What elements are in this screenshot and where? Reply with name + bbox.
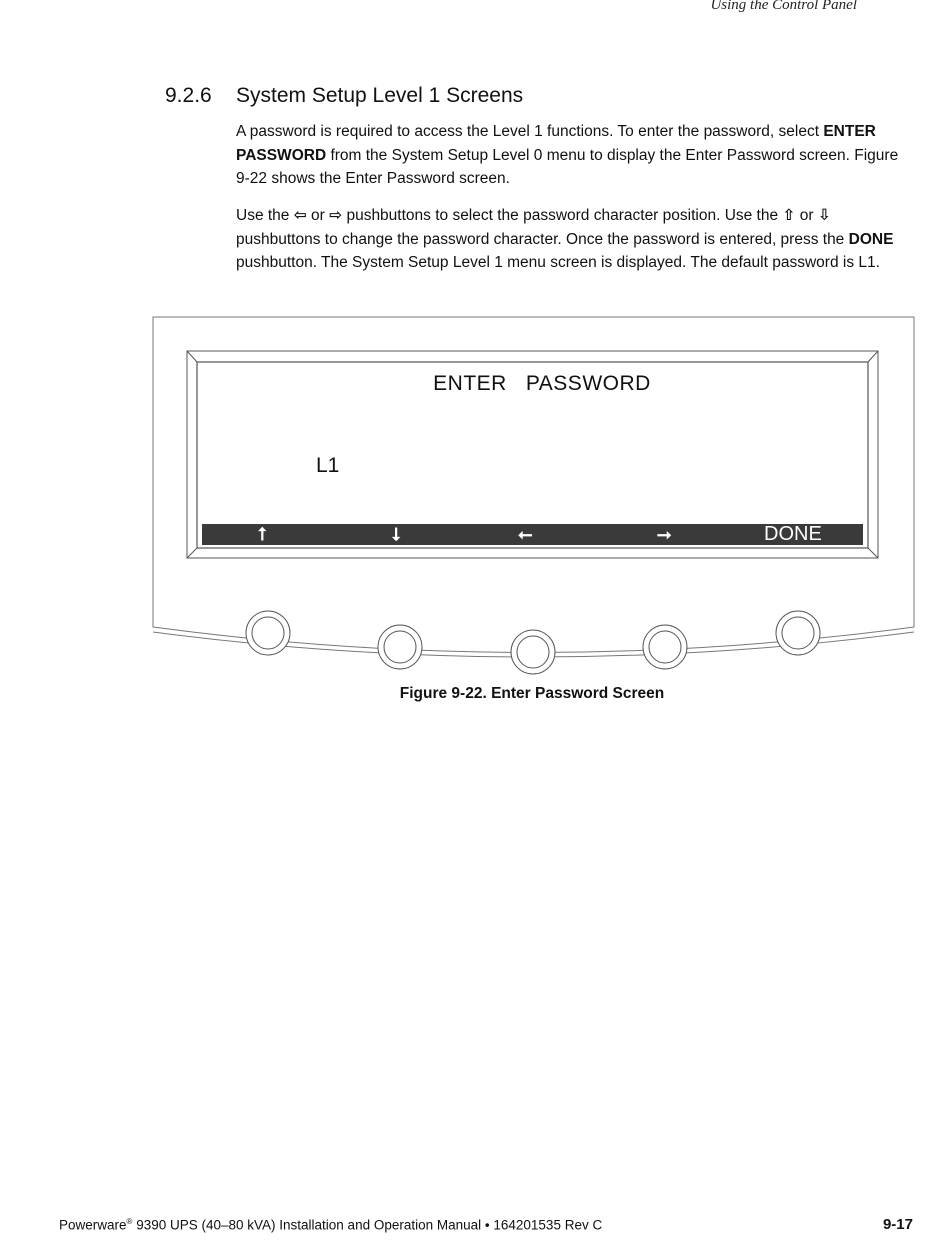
- right-arrow-icon: ⇨: [329, 206, 343, 224]
- paragraph-instructions: [236, 204, 904, 275]
- enter-password-term: ENTER PASSWORD: [236, 123, 876, 164]
- paragraph-text: Use the: [236, 207, 294, 224]
- password-value: L1: [316, 454, 340, 477]
- paragraph-text: A password is required to access the Level 1 functions. To enter the password, select: [236, 123, 824, 140]
- softkey-bar: [202, 524, 863, 545]
- paragraph-text: or: [795, 207, 818, 224]
- left-arrow-icon: ⇦: [293, 206, 307, 224]
- up-arrow-icon: ⇧: [782, 206, 796, 224]
- up-arrow-icon[interactable]: ⭡: [258, 524, 267, 545]
- paragraph-text: or: [306, 207, 330, 224]
- control-panel-figure: [152, 316, 915, 676]
- section-heading: [165, 84, 523, 108]
- paragraph-text: pushbutton. The System Setup Level 1 menu screen is displayed. The default password is L1.: [236, 254, 880, 271]
- right-arrow-icon[interactable]: ⭢: [657, 524, 672, 545]
- footer-manual-info: [59, 1217, 602, 1233]
- footer-brand: Powerware: [59, 1217, 127, 1233]
- done-softkey[interactable]: DONE: [764, 523, 822, 545]
- down-arrow-icon: ⇩: [817, 206, 831, 224]
- paragraph-text: pushbuttons to change the password character. Once the password is entered, press the: [236, 230, 849, 248]
- paragraph-text: from the System Setup Level 0 menu to display the Enter Password screen. Figure 9-22 shows the Enter Password screen.: [236, 146, 899, 187]
- paragraph-text: pushbuttons to select the password character position. Use the: [342, 207, 783, 224]
- lcd-screen-title: ENTER PASSWORD: [433, 372, 651, 395]
- page-number: 9-17: [882, 1216, 913, 1233]
- section-number: 9.2.6: [165, 84, 212, 107]
- footer-manual-title: 9390 UPS (40–80 kVA) Installation and Operation Manual • 164201535 Rev C: [132, 1217, 603, 1233]
- control-panel-drawing: [152, 316, 915, 676]
- paragraph-intro: [236, 120, 904, 191]
- running-header: Using the Control Panel: [710, 0, 857, 13]
- done-term: DONE: [848, 230, 894, 248]
- down-arrow-icon[interactable]: ⭣: [392, 524, 401, 545]
- section-title: System Setup Level 1 Screens: [236, 84, 524, 107]
- registered-mark: ®: [126, 1217, 133, 1226]
- left-arrow-icon[interactable]: ⭠: [518, 524, 533, 545]
- figure-caption: Figure 9-22. Enter Password Screen: [399, 685, 665, 702]
